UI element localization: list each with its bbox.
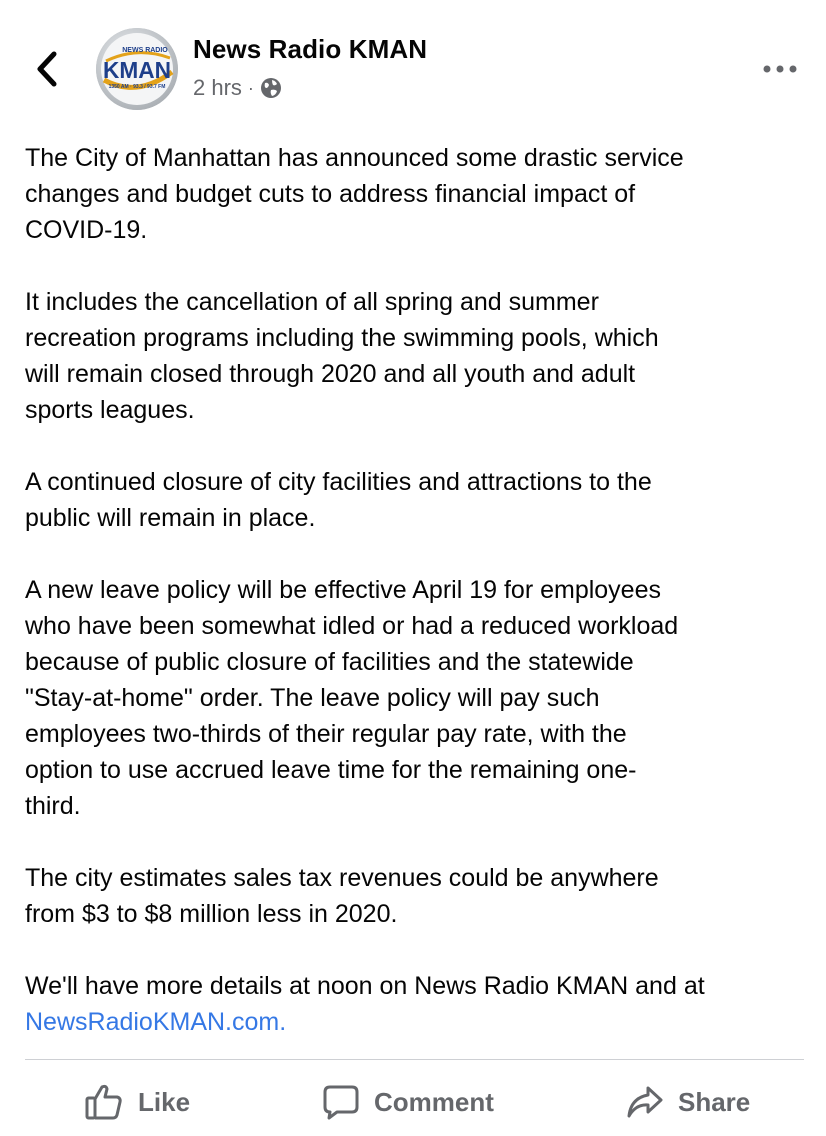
post-paragraph xyxy=(25,968,815,1040)
back-button[interactable] xyxy=(30,48,64,90)
speech-bubble-icon xyxy=(322,1083,360,1121)
post-line: The City of Manhattan has announced some drastic service xyxy=(25,144,684,172)
ellipsis-icon xyxy=(762,64,798,74)
post-paragraph xyxy=(25,572,815,824)
post-line: COVID-19. xyxy=(25,216,148,244)
post-line: changes and budget cuts to address financial impact of xyxy=(25,180,636,208)
post-line: who have been somewhat idled or had a reduced workload xyxy=(25,612,679,640)
comment-button[interactable] xyxy=(322,1074,494,1130)
kman-logo xyxy=(96,28,178,110)
post-line: sports leagues. xyxy=(25,396,195,424)
post-line: option to use accrued leave time for the remaining one- xyxy=(25,756,637,784)
post-line: "Stay-at-home" order. The leave policy will pay such xyxy=(25,684,600,712)
post-line: A new leave policy will be effective April 19 for employees xyxy=(25,576,661,604)
post-line: We'll have more details at noon on News Radio KMAN and at xyxy=(25,972,705,1000)
share-label: Share xyxy=(678,1086,751,1117)
post-line: recreation programs including the swimming pools, which xyxy=(25,324,659,352)
post-header xyxy=(0,0,826,130)
post-line: The city estimates sales tax revenues could be anywhere xyxy=(25,864,659,892)
share-arrow-icon xyxy=(626,1084,664,1120)
logo-frequency: 1350 AM · 93.3 / 93.7 FM xyxy=(108,84,166,90)
post-line: employees two-thirds of their regular pay rate, with the xyxy=(25,720,627,748)
chevron-left-icon xyxy=(36,51,58,87)
avatar[interactable] xyxy=(96,28,178,110)
like-label: Like xyxy=(138,1086,191,1117)
post-link[interactable]: NewsRadioKMAN.com. xyxy=(25,1008,287,1036)
post-line: It includes the cancellation of all spring and summer xyxy=(25,288,599,316)
comment-label: Comment xyxy=(374,1086,494,1117)
post-body xyxy=(25,140,815,1076)
like-button[interactable] xyxy=(84,1074,190,1130)
post-line: public will remain in place. xyxy=(25,504,316,532)
post-paragraph xyxy=(25,464,815,536)
post-line: will remain closed through 2020 and all youth and adult xyxy=(25,360,636,388)
post-paragraph xyxy=(25,140,815,248)
post-line: from $3 to $8 million less in 2020. xyxy=(25,900,398,928)
logo-subtext: NEWS RADIO xyxy=(122,47,168,54)
timestamp[interactable]: 2 hrs xyxy=(193,75,242,100)
post-actions-bar xyxy=(0,1074,826,1130)
thumbs-up-icon xyxy=(84,1083,124,1121)
post-line: A continued closure of city facilities and attractions to the xyxy=(25,468,652,496)
post-line: because of public closure of facilities and the statewide xyxy=(25,648,634,676)
logo-text: KMAN xyxy=(103,57,171,83)
post-paragraph xyxy=(25,284,815,428)
post-line: third. xyxy=(25,792,81,820)
share-button[interactable] xyxy=(626,1074,750,1130)
globe-icon xyxy=(260,77,282,99)
page-name[interactable]: News Radio KMAN xyxy=(193,34,428,64)
separator-dot: · xyxy=(247,77,254,98)
post-paragraph xyxy=(25,860,815,932)
more-options-button[interactable] xyxy=(760,56,800,82)
post-meta xyxy=(193,74,282,102)
actions-divider xyxy=(25,1059,804,1060)
